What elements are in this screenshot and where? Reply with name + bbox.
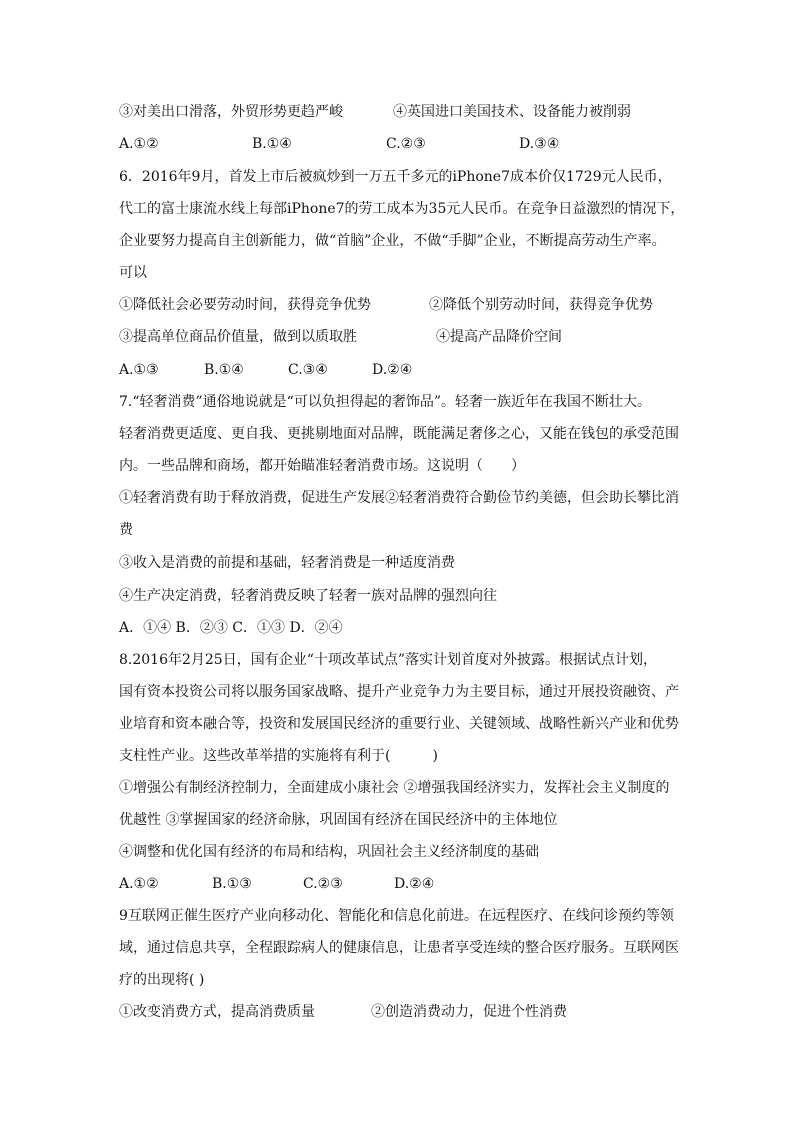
q8-options-1-2-line-1: ①增强公有制经济控制力，全面建成小康社会 ②增强我国经济实力，发挥社会主义制度的 <box>119 780 670 796</box>
q5-choice-a: A.①② <box>119 136 159 152</box>
q7-stem-line-3: 内。一些品牌和商场，都开始瞄准轻奢消费市场。这说明（ ） <box>119 458 525 474</box>
q6-stem-line-3: 企业要努力提高自主创新能力，做“首脑”企业，不做“手脚”企业，不断提高劳动生产率。 <box>119 233 666 249</box>
q7-stem-line-1: 7.“轻奢消费”通俗地说就是“可以负担得起的奢饰品”。轻奢一族近年在我国不断壮大。 <box>119 394 651 410</box>
q7-options-1-2-line-2: 费 <box>119 522 133 538</box>
q6-option-2: ②降低个别劳动时间，获得竞争优势 <box>429 297 653 313</box>
q6-stem-line-2: 代工的富士康流水线上每部iPhone7的劳工成本为35元人民币。在竞争日益激烈的情况下， <box>119 201 685 217</box>
q7-option-4: ④生产决定消费，轻奢消费反映了轻奢一族对品牌的强烈向往 <box>119 588 497 604</box>
q7-stem-line-2: 轻奢消费更适度、更自我、更挑剔地面对品牌，既能满足奢侈之心，又能在钱包的承受范围 <box>119 426 679 442</box>
q9-option-2: ②创造消费动力，促进个性消费 <box>371 1004 567 1020</box>
q8-stem-line-1: 8.2016年2月25日，国有企业“十项改革试点”落实计划首度对外披露。根据试点计划， <box>119 652 658 668</box>
q9-option-1: ①改变消费方式，提高消费质量 <box>119 1004 315 1020</box>
q7-option-3: ③收入是消费的前提和基础，轻奢消费是一种适度消费 <box>119 555 455 571</box>
q6-option-4: ④提高产品降价空间 <box>436 329 562 345</box>
q6-option-3: ③提高单位商品价值量，做到以质取胜 <box>119 329 357 345</box>
q8-stem-line-3: 业培育和资本融合等，投资和发展国民经济的重要行业、关键领域、战略性新兴产业和优势 <box>119 716 679 732</box>
q7-choices: A．①④ B．②③ C．①③ D．②④ <box>119 620 343 636</box>
q6-choice-b: B.①④ <box>204 362 244 378</box>
q6-choice-c: C.③④ <box>288 362 328 378</box>
q5-option-4: ④英国进口美国技术、设备能力被削弱 <box>393 104 631 120</box>
q5-option-3: ③对美出口滑落，外贸形势更趋严峻 <box>119 104 343 120</box>
q9-stem-line-3: 疗的出现将( ) <box>119 972 205 988</box>
q5-choice-b: B.①④ <box>252 136 292 152</box>
q6-choice-a: A.①③ <box>119 362 159 378</box>
q8-stem-line-4: 支柱性产业。这些改革举措的实施将有利于( ) <box>119 748 438 764</box>
q6-stem-line-4: 可以 <box>119 265 147 281</box>
q9-stem-line-1: 9互联网正催生医疗产业向移动化、智能化和信息化前进。在远程医疗、在线问诊预约等领 <box>119 908 674 924</box>
q9-stem-line-2: 域，通过信息共享，全程跟踪病人的健康信息，让患者享受连续的整合医疗服务。互联网医 <box>119 940 679 956</box>
q6-option-1: ①降低社会必要劳动时间，获得竞争优势 <box>119 297 371 313</box>
q8-stem-line-2: 国有资本投资公司将以服务国家战略、提升产业竞争力为主要目标，通过开展投资融资、产 <box>119 684 679 700</box>
q8-choice-d: D.②④ <box>394 876 435 892</box>
q5-choice-d: D.③④ <box>519 136 560 152</box>
q8-choice-a: A.①② <box>119 876 159 892</box>
q8-options-2-3-line-2: 优越性 ③掌握国家的经济命脉，巩固国有经济在国民经济中的主体地位 <box>119 812 558 828</box>
q8-choice-b: B.①③ <box>212 876 252 892</box>
q7-options-1-2-line-1: ①轻奢消费有助于释放消费，促进生产发展②轻奢消费符合勤俭节约美德，但会助长攀比消 <box>119 490 679 506</box>
q8-option-4: ④调整和优化国有经济的布局和结构，巩固社会主义经济制度的基础 <box>119 844 539 860</box>
q8-choice-c: C.②③ <box>303 876 343 892</box>
q6-choice-d: D.②④ <box>372 362 413 378</box>
q6-stem-line-1: 6．2016年9月，首发上市后被疯炒到一万五千多元的iPhone7成本价仅1729元人民币， <box>119 169 672 185</box>
q5-choice-c: C.②③ <box>386 136 426 152</box>
